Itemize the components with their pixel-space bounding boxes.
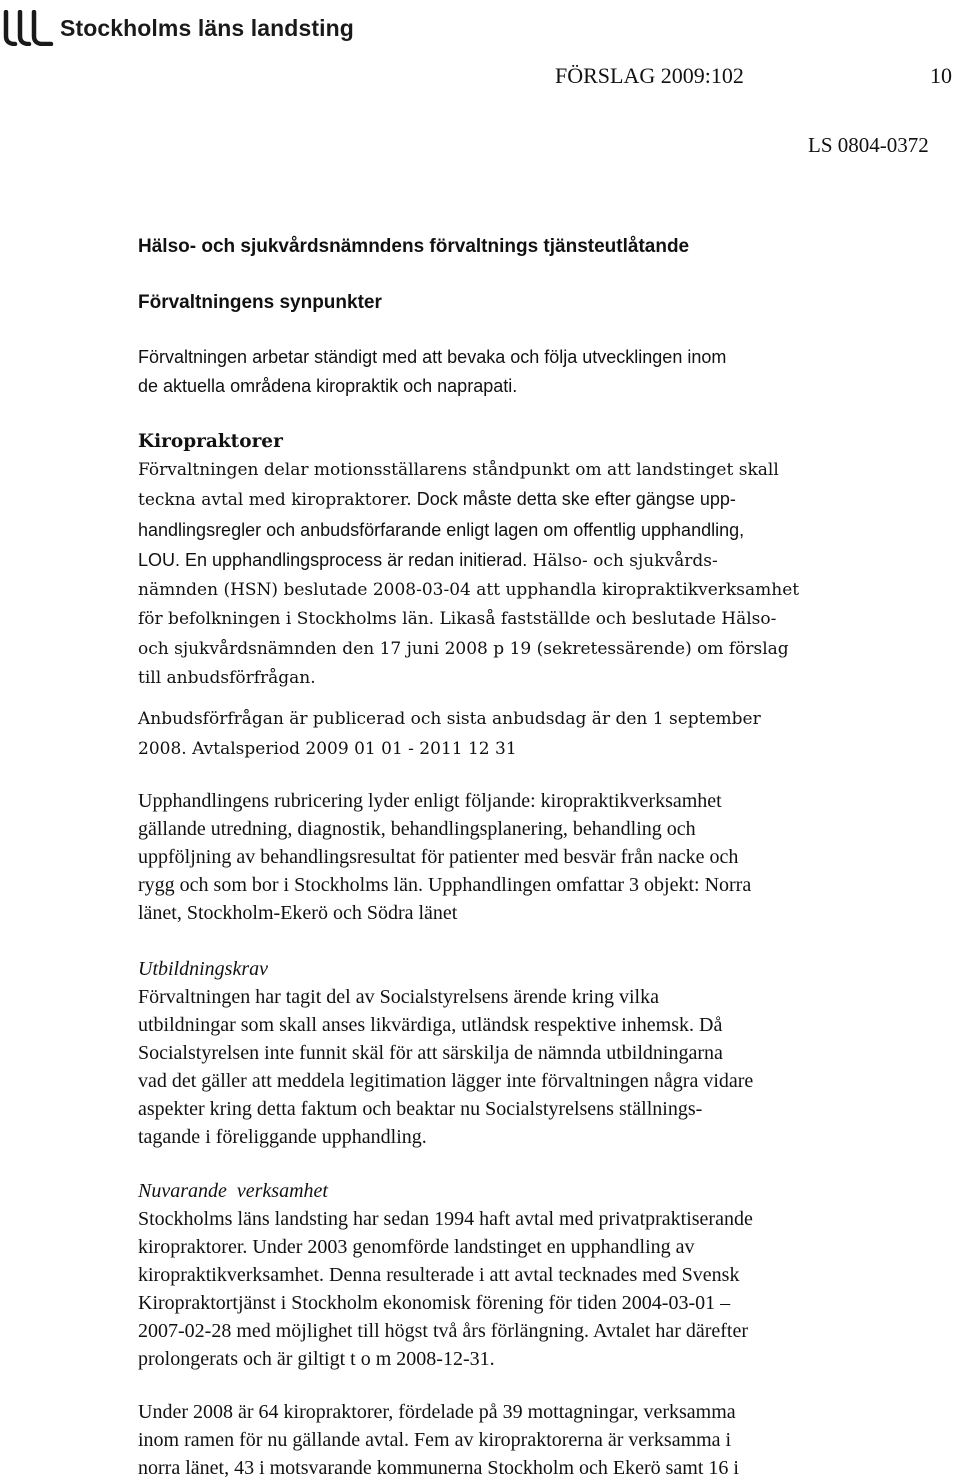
- logo: [2, 8, 354, 48]
- paragraph-line: inom ramen för nu gällande avtal. Fem av kiropraktorerna är verksamma i: [138, 1429, 732, 1451]
- ls-number: LS 0804-0372: [808, 133, 929, 157]
- paragraph-line: länet, Stockholm-Ekerö och Södra länet: [138, 902, 458, 924]
- paragraph-line: kiropraktikverksamhet. Denna resulterade i att avtal tecknades med Svensk: [138, 1264, 740, 1286]
- paragraph-line: Stockholms läns landsting har sedan 1994 haft avtal med privatpraktiserande: [138, 1208, 753, 1230]
- paragraph-line: prolongerats och är giltigt t o m 2008-12-31.: [138, 1348, 495, 1370]
- paragraph-line: Förvaltningen arbetar ständigt med att bevaka och följa utvecklingen inom: [138, 347, 727, 367]
- upphandling-paragraph: [138, 787, 958, 927]
- paragraph-line: 2007-02-28 med möjlighet till högst två års förlängning. Avtalet har därefter: [138, 1320, 749, 1342]
- paragraph-line: uppföljning av behandlingsresultat för patienter med besvär från nacke och: [138, 846, 739, 868]
- paragraph-line: Anbudsförfrågan är publicerad och sista anbudsdag är den 1 september: [138, 709, 761, 729]
- logo-text: Stockholms läns landsting: [60, 14, 354, 41]
- anbud-paragraph: [138, 705, 958, 764]
- paragraph-line: aspekter kring detta faktum och beaktar nu Socialstyrelsens ställnings-: [138, 1098, 703, 1120]
- paragraph-line: handlingsregler och anbudsförfarande enligt lagen om offentlig upphandling,: [138, 519, 745, 540]
- paragraph-line: rygg och som bor i Stockholms län. Upphandlingen omfattar 3 objekt: Norra: [138, 874, 752, 896]
- paragraph-line: utbildningar som skall anses likvärdiga, utländsk respektive inhemsk. Då: [138, 1014, 723, 1036]
- sll-logo-icon: [2, 10, 54, 46]
- section-heading: Förvaltningens synpunkter: [138, 292, 382, 313]
- paragraph-line: de aktuella områdena kiropraktik och naprapati.: [138, 375, 518, 396]
- paragraph-line: Upphandlingens rubricering lyder enligt följande: kiropraktikverksamhet: [138, 790, 722, 812]
- paragraph-line: till anbudsförfrågan.: [138, 668, 316, 689]
- nuvarande-heading: Nuvarande verksamhet: [138, 1180, 328, 1202]
- paragraph-line: nämnden (HSN) beslutade 2008-03-04 att upphandla kiropraktikverksamhet: [138, 580, 800, 601]
- kiropraktorer-heading: Kiropraktorer: [138, 431, 283, 452]
- paragraph-line: och sjukvårdsnämnden den 17 juni 2008 p 19 (sekretessärende) om förslag: [138, 638, 789, 659]
- utbildning-section: [138, 955, 958, 1151]
- paragraph-line: Avtalsperiod 2009 01 01 - 2011 12 31: [186, 738, 517, 759]
- paragraph-line: Kiropraktortjänst i Stockholm ekonomisk förening för tiden 2004-03-01 –: [138, 1292, 731, 1314]
- paragraph-line: gällande utredning, diagnostik, behandlingsplanering, behandling och: [138, 818, 696, 840]
- paragraph-line: Förvaltningen har tagit del av Socialstyrelsens ärende kring vilka: [138, 986, 659, 1008]
- paragraph-line: kiropraktorer. Under 2003 genomförde landstinget en upphandling av: [138, 1236, 695, 1258]
- paragraph-line: Under 2008 är 64 kiropraktorer, fördelade på 39 mottagningar, verksamma: [138, 1401, 736, 1423]
- paragraph-line: Hälso- och sjukvårds-: [527, 550, 718, 571]
- page-number: 10: [930, 63, 952, 88]
- page-title: Hälso- och sjukvårdsnämndens förvaltnings tjänsteutlåtande: [138, 236, 690, 257]
- nuvarande-section: [138, 1177, 958, 1373]
- paragraph-line: Förvaltningen delar motionsställarens ståndpunkt om att landstinget skall: [138, 460, 779, 480]
- paragraph-line: norra länet, 43 i motsvarande kommunerna Stockholm och Ekerö samt 16 i: [138, 1457, 739, 1479]
- paragraph-line: teckna avtal med kiropraktorer.: [138, 490, 412, 511]
- paragraph-line: för befolkningen i Stockholms län.: [138, 609, 435, 630]
- paragraph-line: vad det gäller att meddela legitimation lägger inte förvaltningen några vidare: [138, 1070, 754, 1092]
- paragraph-line: Socialstyrelsen inte funnit skäl för att särskilja de nämnda utbildningarna: [138, 1042, 723, 1064]
- intro-paragraph: [138, 343, 958, 400]
- paragraph-line: LOU. En upphandlingsprocess är redan initierad.: [138, 549, 528, 570]
- doc-reference: FÖRSLAG 2009:102: [555, 63, 744, 88]
- paragraph-line: tagande i föreliggande upphandling.: [138, 1126, 427, 1148]
- final-paragraph: [138, 1398, 958, 1482]
- paragraph-line: Likaså fastställde och beslutade Hälso-: [434, 609, 777, 630]
- paragraph-line: Dock måste detta ske efter gängse upp-: [411, 489, 736, 510]
- kiropraktorer-section: [138, 428, 958, 693]
- utbildning-heading: Utbildningskrav: [138, 958, 268, 980]
- paragraph-line: 2008.: [138, 738, 187, 759]
